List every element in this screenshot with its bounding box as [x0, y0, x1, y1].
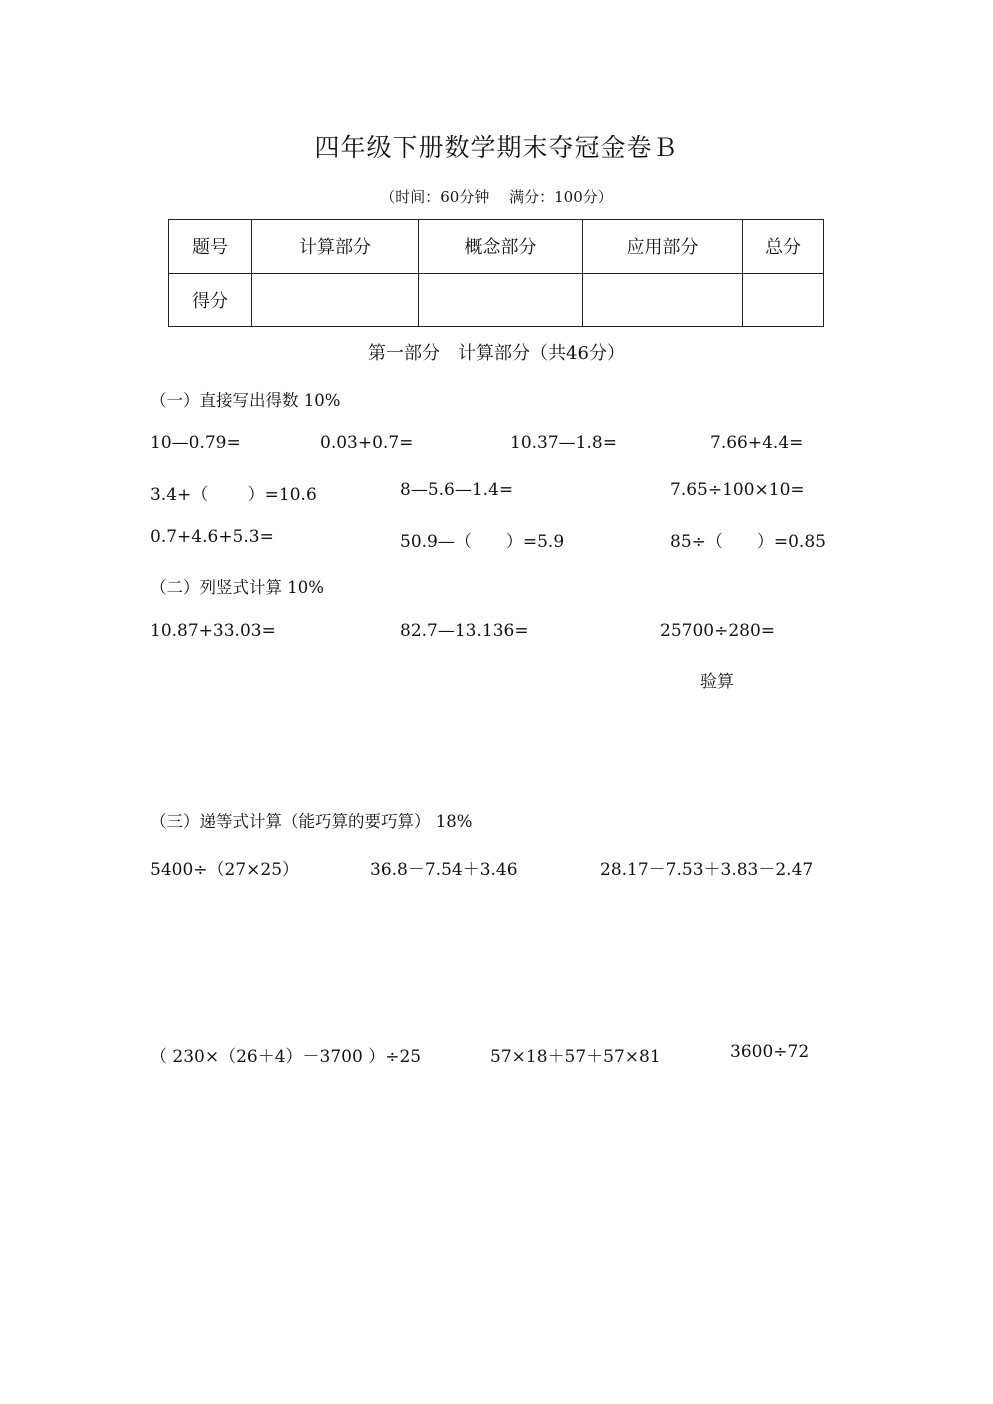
problem: 8—5.6—1.4=	[400, 480, 514, 500]
page-title: 四年级下册数学期末夺冠金卷Ｂ	[314, 133, 679, 162]
check-label: 验算	[700, 672, 734, 692]
problem: 57×18＋57＋57×81	[490, 1047, 661, 1067]
problem: 0.7+4.6+5.3=	[150, 527, 274, 547]
score-table	[168, 219, 824, 327]
problem: 0.03+0.7=	[320, 433, 414, 453]
cell-calc-label: 计算部分	[252, 220, 419, 274]
problem: 25700÷280=	[660, 621, 776, 641]
problem: 3.4+（ ）=10.6	[150, 485, 317, 505]
sec2-heading: （二）列竖式计算 10%	[150, 578, 324, 597]
problem: 10.87+33.03=	[150, 621, 276, 641]
sec3-heading: （三）递等式计算（能巧算的要巧算） 18%	[150, 812, 473, 831]
problem: 10.37—1.8=	[510, 433, 617, 453]
cell-score-label: 得分	[169, 273, 252, 327]
problem: 85÷（ ）=0.85	[670, 532, 826, 552]
problem: 36.8－7.54＋3.46	[370, 860, 518, 880]
cell-item-label: 题号	[169, 220, 252, 274]
score-table-header-row	[169, 220, 824, 274]
cell-application-label: 应用部分	[583, 220, 743, 274]
cell-total-label: 总分	[743, 220, 824, 274]
cell-concept-label: 概念部分	[419, 220, 583, 274]
problem: 28.17－7.53＋3.83－2.47	[600, 860, 814, 880]
problem: 7.65÷100×10=	[670, 480, 805, 500]
problem: （ 230×（26＋4）－3700 ）÷25	[150, 1047, 422, 1067]
part1-heading: 第一部分 计算部分（共46分）	[368, 343, 625, 364]
problem: 3600÷72	[730, 1042, 810, 1062]
problem: 50.9—（ ）=5.9	[400, 532, 565, 552]
exam-info: （时间：60分钟 满分：100分）	[380, 188, 613, 206]
score-table-score-row	[169, 273, 824, 327]
cell-total-score	[743, 273, 824, 327]
problem: 10—0.79=	[150, 433, 241, 453]
problem: 5400÷（27×25）	[150, 860, 300, 880]
cell-concept-score	[419, 273, 583, 327]
cell-calc-score	[252, 273, 419, 327]
problem: 82.7—13.136=	[400, 621, 529, 641]
sec1-heading: （一）直接写出得数 10%	[150, 391, 341, 410]
problem: 7.66+4.4=	[710, 433, 804, 453]
cell-application-score	[583, 273, 743, 327]
